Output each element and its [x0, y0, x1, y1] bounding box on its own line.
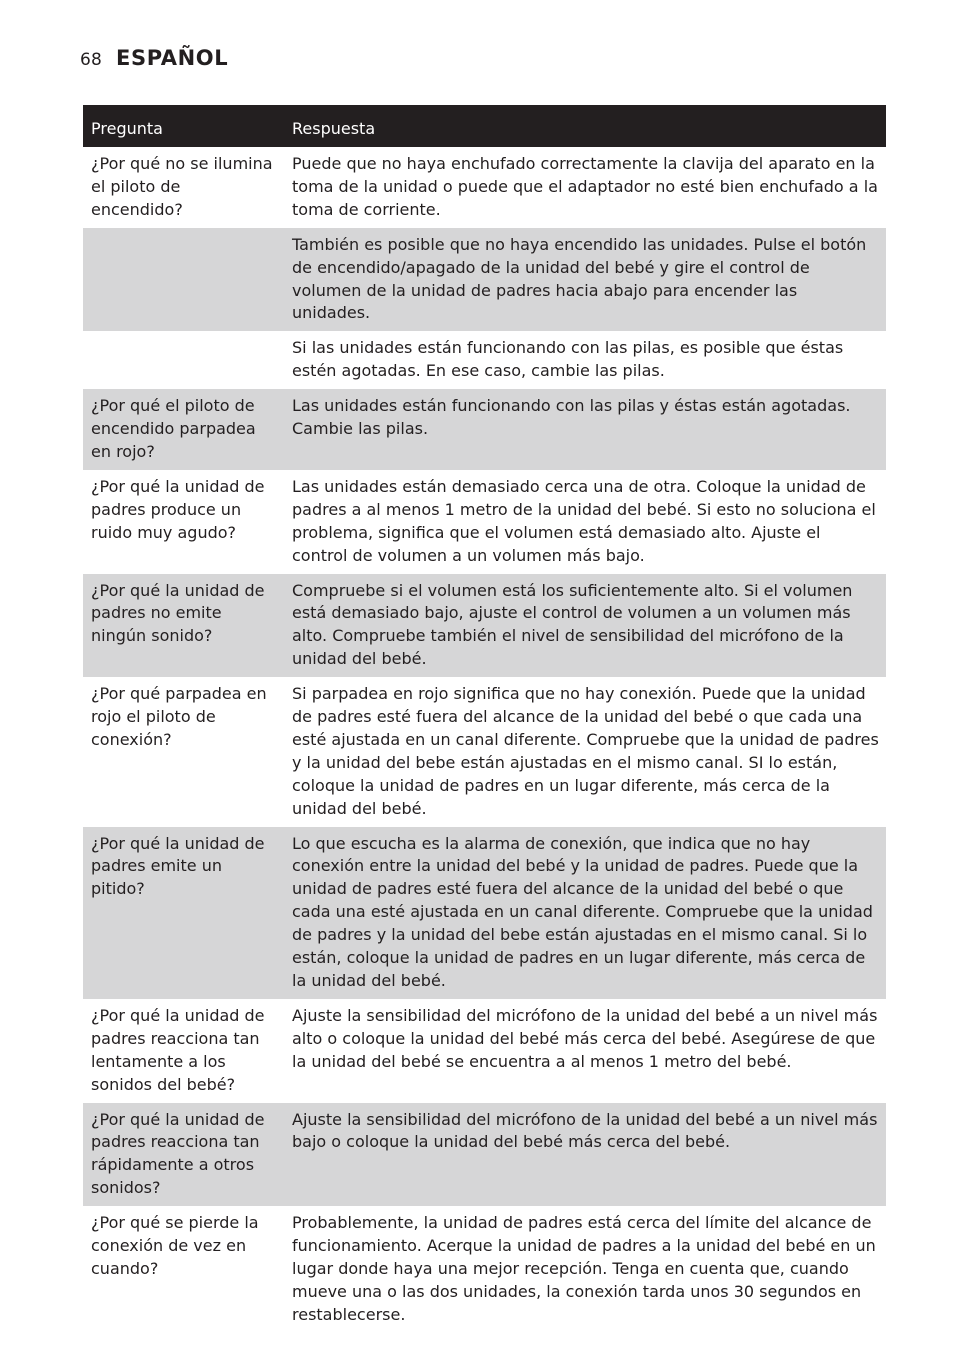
table-row [83, 999, 886, 1103]
table-row [83, 470, 886, 574]
answer-cell: Lo que escucha es la alarma de conexión, que indica que no hay conexión entre la unidad del bebé y la unidad de padres. Puede que la unidad de padres esté fuera del alcance de la unidad del bebé o que cada una esté ajustada en un canal diferente. Compruebe que la unidad de padres y la unidad del bebe están ajustadas en el mismo canal. Si lo están, coloque la unidad de padres en un lugar diferente, más cerca de la unidad del bebé. [292, 833, 873, 990]
question-cell: ¿Por qué la unidad de padres reacciona tan rápidamente a otros sonidos? [91, 1109, 265, 1198]
table-row [83, 1103, 886, 1207]
table-row [83, 389, 886, 470]
table-row [83, 574, 886, 678]
table-row [83, 147, 886, 228]
answer-cell: Compruebe si el volumen está los suficientemente alto. Si el volumen está demasiado bajo, ajuste el control de volumen a un volumen más alto. Compruebe también el nivel de sensibilidad del micrófono de la unidad del bebé. [292, 580, 853, 669]
answer-cell: Puede que no haya enchufado correctamente la clavija del aparato en la toma de la unidad o puede que el adaptador no esté bien enchufado a la toma de corriente. [292, 154, 878, 219]
question-cell [83, 331, 284, 389]
answer-cell: También es posible que no haya encendido las unidades. Pulse el botón de encendido/apagado de la unidad del bebé y gire el control de volumen de la unidad de padres hacia abajo para encender las unidades. [292, 234, 867, 323]
table-row [83, 331, 886, 389]
table-row [83, 677, 886, 826]
troubleshooting-table [83, 105, 886, 1333]
question-cell: ¿Por qué parpadea en rojo el piloto de conexión? [91, 684, 267, 749]
question-cell: ¿Por qué no se ilumina el piloto de encendido? [91, 154, 273, 219]
answer-cell: Si las unidades están funcionando con las pilas, es posible que éstas estén agotadas. En ese caso, cambie las pilas. [292, 338, 844, 381]
question-cell: ¿Por qué la unidad de padres reacciona tan lentamente a los sonidos del bebé? [91, 1005, 265, 1094]
section-language-title: ESPAÑOL [116, 46, 229, 70]
table-row [83, 228, 886, 332]
column-header-question: Pregunta [91, 119, 163, 138]
answer-cell: Las unidades están funcionando con las pilas y éstas están agotadas. Cambie las pilas. [292, 396, 851, 439]
answer-cell: Ajuste la sensibilidad del micrófono de la unidad del bebé a un nivel más bajo o coloque la unidad del bebé más cerca del bebé. [292, 1109, 878, 1152]
question-cell: ¿Por qué la unidad de padres emite un pitido? [91, 833, 265, 899]
answer-cell: Ajuste la sensibilidad del micrófono de la unidad del bebé a un nivel más alto o coloque la unidad del bebé más cerca del bebé. Asegúrese de que la unidad del bebé se encuentra a al menos 1 metro del bebé. [292, 1005, 878, 1071]
question-cell: ¿Por qué la unidad de padres produce un ruido muy agudo? [91, 476, 265, 542]
question-cell [83, 228, 284, 332]
question-cell: ¿Por qué se pierde la conexión de vez en cuando? [91, 1213, 259, 1278]
table-header [83, 105, 886, 147]
answer-cell: Probablemente, la unidad de padres está cerca del límite del alcance de funcionamiento. Acerque la unidad de padres a la unidad del bebé en un lugar donde haya una mejor recepción. Tenga en cuenta que, cuando mueve una o las dos unidades, la conexión tarda unos 30 segundos en restablecerse. [292, 1213, 876, 1324]
answer-cell: Si parpadea en rojo significa que no hay conexión. Puede que la unidad de padres esté fuera del alcance de la unidad del bebé o que cada una esté ajustada en un canal diferente. Compruebe que la unidad de padres y la unidad del bebe están ajustadas en el mismo canal. SI lo están, coloque la unidad de padres en un lugar diferente, más cerca de la unidad del bebé. [292, 684, 879, 818]
table-row [83, 1206, 886, 1333]
table-row [83, 827, 886, 999]
answer-cell: Las unidades están demasiado cerca una de otra. Coloque la unidad de padres a al menos 1 metro de la unidad del bebé. Si esto no soluciona el problema, significa que el volumen está demasiado alto. Ajuste el control de volumen a un volumen más bajo. [292, 476, 876, 565]
question-cell: ¿Por qué la unidad de padres no emite ningún sonido? [91, 580, 265, 646]
page-number: 68 [80, 50, 103, 70]
page-header [80, 46, 228, 70]
question-cell: ¿Por qué el piloto de encendido parpadea en rojo? [91, 396, 256, 461]
column-header-answer: Respuesta [292, 119, 376, 138]
